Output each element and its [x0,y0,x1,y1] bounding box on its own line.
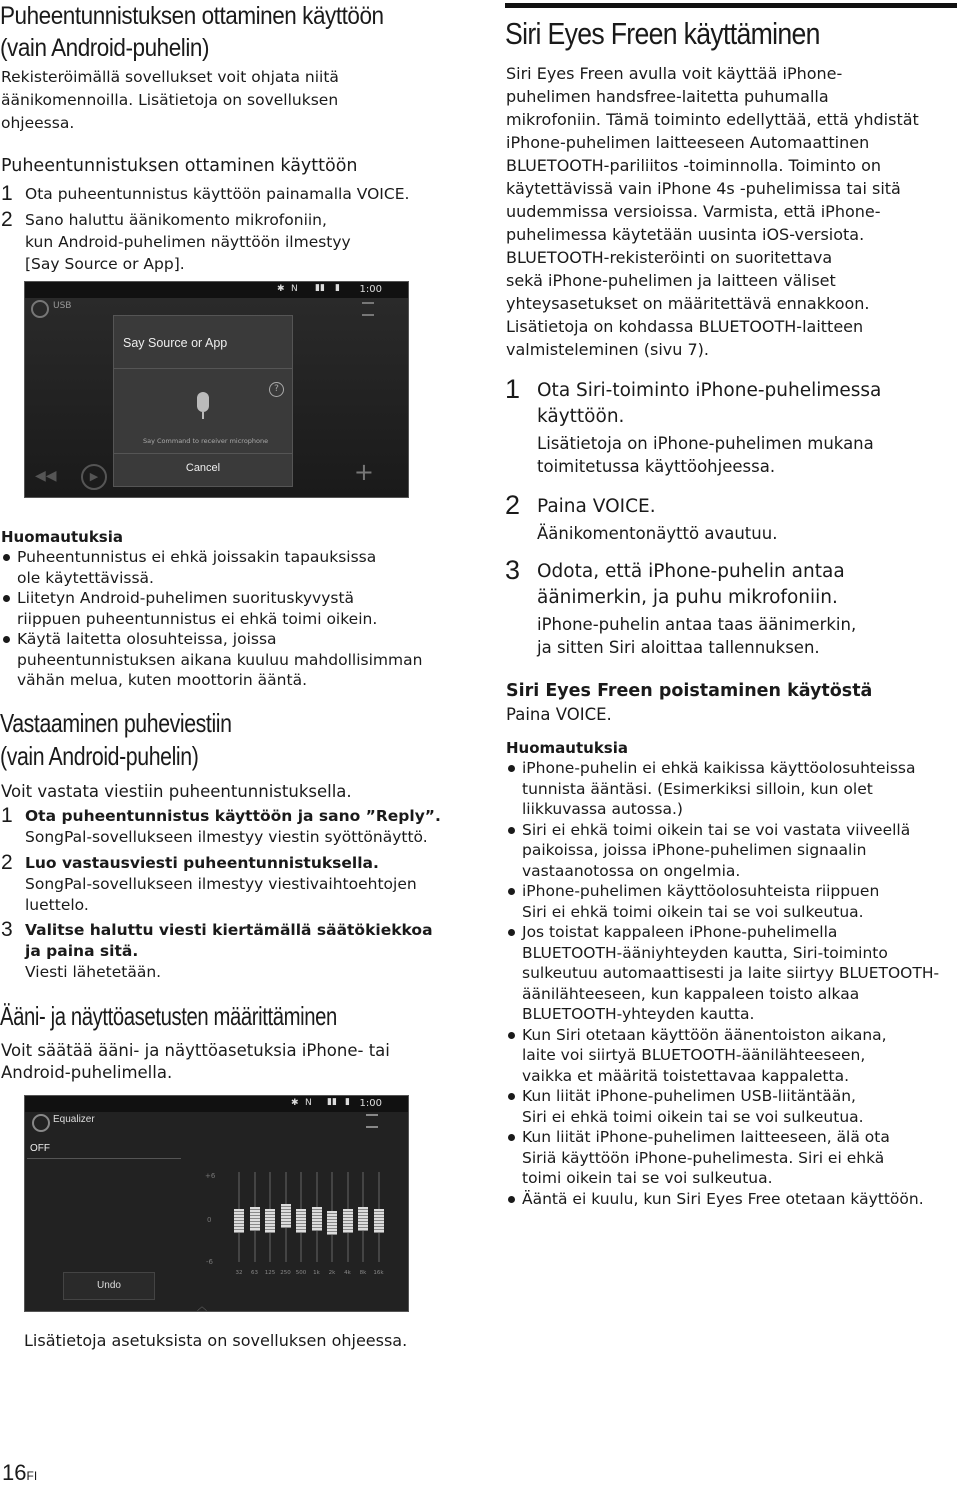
step-heading: Ota puheentunnistus käyttöön ja sano ”Reply”. [25,807,441,825]
notes-block [1,527,466,691]
text-line: Kun liität iPhone-puhelimen laitteeseen, älä ota [522,1128,890,1146]
step-number: 1 [505,374,521,404]
db-label-mid: 0 [207,1216,212,1224]
siri-intro [506,62,958,361]
step-body: Lisätietoja on iPhone-puhelimen mukana [537,434,874,453]
dialog-title: Say Source or App [123,336,228,350]
subheading-body: Paina VOICE. [506,705,612,724]
prev-icon[interactable]: ◀◀ [35,468,57,484]
step-body: SongPal-sovellukseen ilmestyy viestivaihtoehtojen [25,875,417,893]
list-item [506,758,958,820]
step-body: toimitetussa käyttöohjeessa. [537,457,776,476]
eq-band-label: 1k [313,1270,320,1276]
settings-intro [1,1040,390,1084]
step-1 [1,184,485,205]
settings-footer: Lisätietoja asetuksista on sovelluksen ohjeessa. [24,1331,408,1350]
text-line: Ääntä ei kuulu, kun Siri Eyes Free otetaan käyttöön. [522,1189,924,1208]
page-suffix: FI [26,1469,38,1483]
text-line: mikrofoniin. Tämä toiminto edellyttää, että yhdistät [506,110,919,129]
dialog-divider [114,368,292,369]
equalizer-title: Equalizer [53,1114,95,1125]
text-line: iPhone-puhelimen käyttöolosuhteista riippuen [522,882,880,900]
text-line: sekä iPhone-puhelimen ja laitteen väliset [506,271,836,290]
reply-step-3 [1,920,485,983]
text-line: Rekisteröimällä sovellukset voit ohjata niitä [1,68,339,86]
step-text: kun Android-puhelimen näyttöön ilmestyy [25,233,351,251]
reply-intro: Voit vastata viestiin puheentunnistuksella. [1,782,352,801]
reply-step-2 [1,853,485,916]
text-line: puhelimessa käytetään uusinta iOS-versiota. [506,225,865,244]
menu-icon[interactable] [362,302,374,316]
list-item [506,1025,958,1087]
eq-slider-knob[interactable] [343,1209,353,1233]
text-line: vähän melua, kuten moottorin ääntä. [17,671,308,689]
page-number [2,1460,37,1486]
text-line: vastaanotossa on ongelmia. [522,861,741,880]
eq-band-label: 16k [373,1270,384,1276]
text-line: iPhone-puhelimen laitteeseen Automaattinen [506,133,870,152]
step-heading: Odota, että iPhone-puhelin antaa [537,561,845,582]
step-number: 2 [1,208,13,231]
reply-step-1 [1,806,485,848]
equalizer-state: OFF [30,1143,50,1154]
text-line: puhelimen handsfree-laitetta puhumalla [506,87,829,106]
equalizer-bands [208,1166,398,1284]
step-number: 2 [505,490,521,520]
step-number: 1 [1,182,13,205]
section-rule [505,3,957,8]
add-icon[interactable]: + [353,458,374,486]
eq-slider-knob[interactable] [250,1207,260,1231]
text-line: äänikomennoilla. Lisätietoja on sovelluksen [1,91,339,109]
list-item [506,881,958,922]
clock: 1:00 [359,284,382,295]
siri-step-2 [505,490,960,545]
title-line: (vain Android-puhelin) [0,34,209,62]
intro-paragraph [1,67,339,134]
equalizer-state-dropdown[interactable] [27,1140,181,1159]
menu-icon[interactable] [366,1114,378,1128]
text-line: uudemmissa versioissa. Varmista, että iPhone- [506,202,881,221]
siri-step-1 [505,374,960,478]
db-label-top: +6 [205,1172,216,1180]
source-label: USB [53,301,72,311]
text-line: vaikka et määritä toistettavaa kappaletta. [522,1066,850,1085]
eq-band-label: 250 [280,1270,291,1276]
text-line: paikoissa, joissa iPhone-puhelimen signaalin [522,841,867,859]
notes-list [506,758,958,1209]
text-line: käytettävissä vain iPhone 4s -puhelimissa tai sitä [506,179,901,198]
text-line: BLUETOOTH-yhteyden kautta. [522,1005,755,1023]
text-line: laite voi siirtyä BLUETOOTH-äänilähteeseen, [522,1046,866,1064]
eq-band-label: 500 [295,1270,307,1276]
page-number-value: 16 [2,1460,27,1485]
eq-slider-knob[interactable] [265,1209,275,1233]
bluetooth-icon: ✱ [277,284,285,294]
battery-icon: ▮ [345,1097,350,1107]
bluetooth-icon: ✱ [291,1098,299,1108]
eq-slider-knob[interactable] [281,1204,291,1228]
text-line: ohjeessa. [1,114,75,132]
undo-button[interactable] [63,1272,155,1300]
step-number: 3 [505,555,521,585]
nfc-icon: N [305,1098,312,1108]
text-line: Voit säätää ääni- ja näyttöasetuksia iPhone- tai [1,1041,390,1060]
step-body: SongPal-sovellukseen ilmestyy viestin syöttönäyttö. [25,828,428,846]
list-item [506,1189,958,1210]
play-icon[interactable]: ▶ [81,464,107,490]
text-line: Kun Siri otetaan käyttöön äänentoiston aikana, [522,1025,887,1044]
step-body: iPhone-puhelin antaa taas äänimerkin, [537,615,857,634]
list-item [506,820,958,882]
title-line: Vastaaminen puheviestiin [0,708,232,738]
eq-band-label: 125 [264,1270,276,1276]
list-item [506,1127,958,1189]
clock: 1:00 [359,1098,382,1109]
step-number: 2 [1,851,13,874]
text-line: yhteysasetukset on määritettävä ennakkoon. [506,294,870,313]
text-line: Liitetyn Android-puhelimen suorituskyvystä [17,589,355,607]
eq-band-label: 2k [328,1270,336,1276]
collapse-chevron-icon[interactable]: ︿ [197,1302,207,1312]
step-heading: käyttöön. [537,406,625,427]
section-title-reply [0,707,282,773]
list-item [1,629,466,691]
text-line: Android-puhelimella. [1,1063,173,1082]
siri-notes-block [506,738,958,1209]
db-label-bottom: -6 [206,1258,213,1266]
text-line: Käytä laitetta olosuhteissa, joissa [17,630,277,648]
text-line: Puheentunnistus ei ehkä joissakin tapauksissa [17,548,377,566]
eq-slider-knob[interactable] [234,1209,244,1233]
text-line: ole käytettävissä. [17,568,154,587]
voice-recognition-screenshot [24,281,409,498]
eq-slider-knob[interactable] [312,1207,322,1231]
step-body: luettelo. [25,896,89,914]
list-item [506,922,958,1025]
undo-label: Undo [97,1280,121,1291]
step-heading: Valitse haluttu viesti kiertämällä säätökiekkoa [25,921,433,939]
list-item [506,1086,958,1127]
cancel-button[interactable]: Cancel [185,462,221,474]
hint-text: Say Command to receiver microphone [143,437,269,445]
text-line: Jos toistat kappaleen iPhone-puhelimella [522,923,838,941]
eq-slider-knob[interactable] [374,1209,384,1233]
eq-slider-knob[interactable] [327,1211,337,1235]
section-title-voice-recognition [0,0,426,64]
microphone-icon [195,392,211,422]
text-line: tunnista ääntäsi. (Esimerkiksi silloin, kun olet [522,779,873,798]
text-line: iPhone-puhelin ei ehkä kaikissa käyttöolosuhteissa [522,759,916,777]
notes-title: Huomautuksia [1,528,123,546]
eq-slider-knob[interactable] [358,1207,368,1231]
app-logo-icon [31,300,49,318]
text-line: Siri ei ehkä toimi oikein tai se voi sulkeutua. [522,1107,864,1126]
step-body: Äänikomentonäyttö avautuu. [537,524,778,543]
dialog-divider [114,453,292,454]
help-icon[interactable]: ? [269,382,284,397]
eq-slider-knob[interactable] [296,1209,306,1233]
text-line: sulkeutuu automaattisesti ja laite siirtyy BLUETOOTH- [522,964,940,982]
step-text: Sano haluttu äänikomento mikrofoniin, [25,211,327,229]
section-title-settings: Ääni- ja näyttöasetusten määrittäminen [0,1001,337,1031]
eq-band-label: 8k [359,1270,367,1276]
text-line: Lisätietoja on kohdassa BLUETOOTH-laitteen [506,317,864,336]
step-number: 3 [1,918,13,941]
signal-icon: ▮▮ [315,283,325,293]
step-text: [Say Source or App]. [25,255,185,273]
signal-icon: ▮▮ [327,1097,337,1107]
text-line: BLUETOOTH-rekisteröinti on suoritettava [506,248,833,267]
step-heading: Luo vastausviesti puheentunnistuksella. [25,854,379,872]
text-line: valmisteleminen (sivu 7). [506,340,709,359]
voice-dialog [113,315,293,487]
text-line: Kun liität iPhone-puhelimen USB-liitäntään, [522,1087,856,1105]
step-heading: Paina VOICE. [537,496,656,517]
text-line: Siri ei ehkä toimi oikein tai se voi sulkeutua. [522,902,864,921]
text-line: Siri Eyes Freen avulla voit käyttää iPhone- [506,64,843,83]
subheading: Puheentunnistuksen ottaminen käyttöön [1,156,358,176]
step-text: Ota puheentunnistus käyttöön painamalla VOICE. [25,185,410,203]
text-line: Siri ei ehkä toimi oikein tai se voi vastata viiveellä [522,820,911,839]
subheading: Siri Eyes Freen poistaminen käytöstä [506,681,873,701]
notes-list [1,547,466,691]
title-line: (vain Android-puhelin) [0,741,199,771]
battery-icon: ▮ [335,283,340,293]
status-bar [25,282,408,298]
siri-step-3 [505,555,960,659]
step-heading: Ota Siri-toiminto iPhone-puhelimessa [537,380,882,401]
eq-band-label: 4k [344,1270,351,1276]
eq-band-label: 32 [235,1270,243,1276]
app-logo-icon [32,1114,50,1132]
text-line: toimi oikein tai se voi sulkeutua. [522,1169,773,1187]
text-line: äänilähteeseen, kun kappaleen toisto alkaa [522,984,860,1003]
text-line: BLUETOOTH-pariliitos -toiminnolla. Toiminto on [506,156,882,175]
step-heading: äänimerkin, ja puhu mikrofoniin. [537,587,838,608]
list-item [1,547,466,588]
eq-band-label: 63 [251,1270,258,1276]
step-body: ja sitten Siri aloittaa tallennuksen. [537,638,820,657]
text-line: Siriä käyttöön iPhone-puhelimesta. Siri ei ehkä [522,1148,885,1167]
section-title-siri: Siri Eyes Freen käyttäminen [505,16,820,51]
step-heading: ja paina sitä. [25,942,139,960]
status-bar [25,1096,408,1112]
text-line: riippuen puheentunnistus ei ehkä toimi oikein. [17,609,378,628]
text-line: puheentunnistuksen aikana kuuluu mahdollisimman [17,650,423,669]
nfc-icon: N [291,284,298,294]
step-body: Viesti lähetetään. [25,963,162,981]
equalizer-screenshot [24,1095,409,1312]
step-number: 1 [1,804,13,827]
list-item [1,588,466,629]
text-line: liikkuvassa autossa.) [522,800,683,818]
notes-title: Huomautuksia [506,739,628,757]
text-line: BLUETOOTH-ääniyhteyden kautta, Siri-toiminto [522,943,888,962]
title-line: Puheentunnistuksen ottaminen käyttöön [0,2,384,30]
step-2 [1,210,485,275]
